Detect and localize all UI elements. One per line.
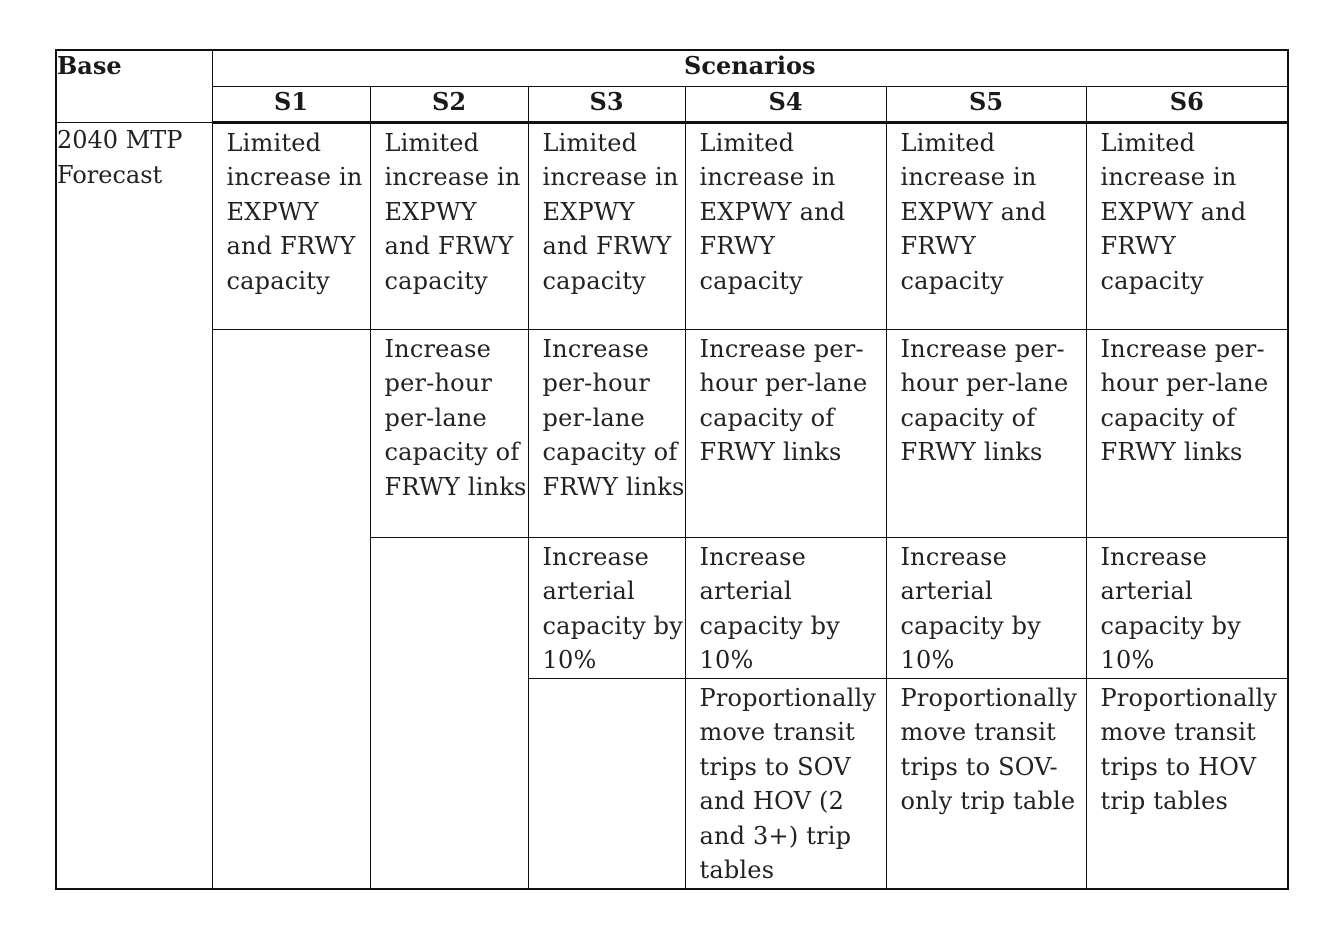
cell-r4-s6 bbox=[1086, 678, 1288, 889]
cell-r2-s5 bbox=[886, 329, 1086, 537]
cell-r2-s1-empty bbox=[212, 329, 370, 889]
cell-text: Limited increase in EXPWY and FRWY capacity bbox=[542, 128, 679, 295]
cell-r4-s3-empty bbox=[528, 678, 685, 889]
cell-text: Increase arterial capacity by 10% bbox=[699, 542, 840, 674]
cell-r3-s6 bbox=[1086, 537, 1288, 678]
cell-r1-s3 bbox=[528, 122, 685, 329]
scenario-header-s3: S3 bbox=[528, 86, 685, 122]
cell-r3-s5 bbox=[886, 537, 1086, 678]
scenario-header-s2: S2 bbox=[370, 86, 528, 122]
cell-text: Proportionally move transit trips to SOV and HOV (2 and 3+) trip tables bbox=[699, 683, 877, 884]
cell-text: Limited increase in EXPWY and FRWY capacity bbox=[699, 128, 846, 295]
cell-r3-s3 bbox=[528, 537, 685, 678]
cell-text: Proportionally move transit trips to SOV-only trip table bbox=[900, 683, 1078, 815]
cell-text: Increase arterial capacity by 10% bbox=[542, 542, 683, 674]
scenario-header-s1: S1 bbox=[212, 86, 370, 122]
cell-text: Increase per-hour per-lane capacity of FRWY links bbox=[900, 334, 1069, 466]
cell-r3-s2-empty bbox=[370, 537, 528, 889]
cell-text: Increase per-hour per-lane capacity of FRWY links bbox=[1100, 334, 1269, 466]
scenario-header-s4: S4 bbox=[685, 86, 886, 122]
cell-r4-s5 bbox=[886, 678, 1086, 889]
cell-text: Limited increase in EXPWY and FRWY capacity bbox=[384, 128, 521, 295]
cell-r1-s6 bbox=[1086, 122, 1288, 329]
cell-r1-s2 bbox=[370, 122, 528, 329]
scenarios-table bbox=[55, 49, 1289, 890]
cell-r1-s4 bbox=[685, 122, 886, 329]
cell-text: Increase per-hour per-lane capacity of FRWY links bbox=[699, 334, 868, 466]
cell-r2-s4 bbox=[685, 329, 886, 537]
cell-text: Increase arterial capacity by 10% bbox=[900, 542, 1041, 674]
cell-r2-s6 bbox=[1086, 329, 1288, 537]
cell-r2-s3 bbox=[528, 329, 685, 537]
cell-text: Increase per-hour per-lane capacity of FRWY links bbox=[384, 334, 527, 501]
cell-text: Limited increase in EXPWY and FRWY capacity bbox=[1100, 128, 1247, 295]
scenario-header-s6: S6 bbox=[1086, 86, 1288, 122]
scenarios-header: Scenarios bbox=[212, 50, 1288, 86]
cell-r2-s2 bbox=[370, 329, 528, 537]
base-value-cell bbox=[56, 122, 212, 889]
cell-text: Limited increase in EXPWY and FRWY capacity bbox=[900, 128, 1047, 295]
cell-r4-s4 bbox=[685, 678, 886, 889]
cell-r3-s4 bbox=[685, 537, 886, 678]
cell-text: Limited increase in EXPWY and FRWY capacity bbox=[226, 128, 363, 295]
cell-text: Proportionally move transit trips to HOV trip tables bbox=[1100, 683, 1278, 815]
cell-text: Increase arterial capacity by 10% bbox=[1100, 542, 1241, 674]
base-header: Base bbox=[56, 50, 212, 122]
scenario-header-s5: S5 bbox=[886, 86, 1086, 122]
base-value: 2040 MTP Forecast bbox=[57, 125, 183, 189]
cell-r1-s5 bbox=[886, 122, 1086, 329]
cell-text: Increase per-hour per-lane capacity of FRWY links bbox=[542, 334, 685, 501]
cell-r1-s1 bbox=[212, 122, 370, 329]
